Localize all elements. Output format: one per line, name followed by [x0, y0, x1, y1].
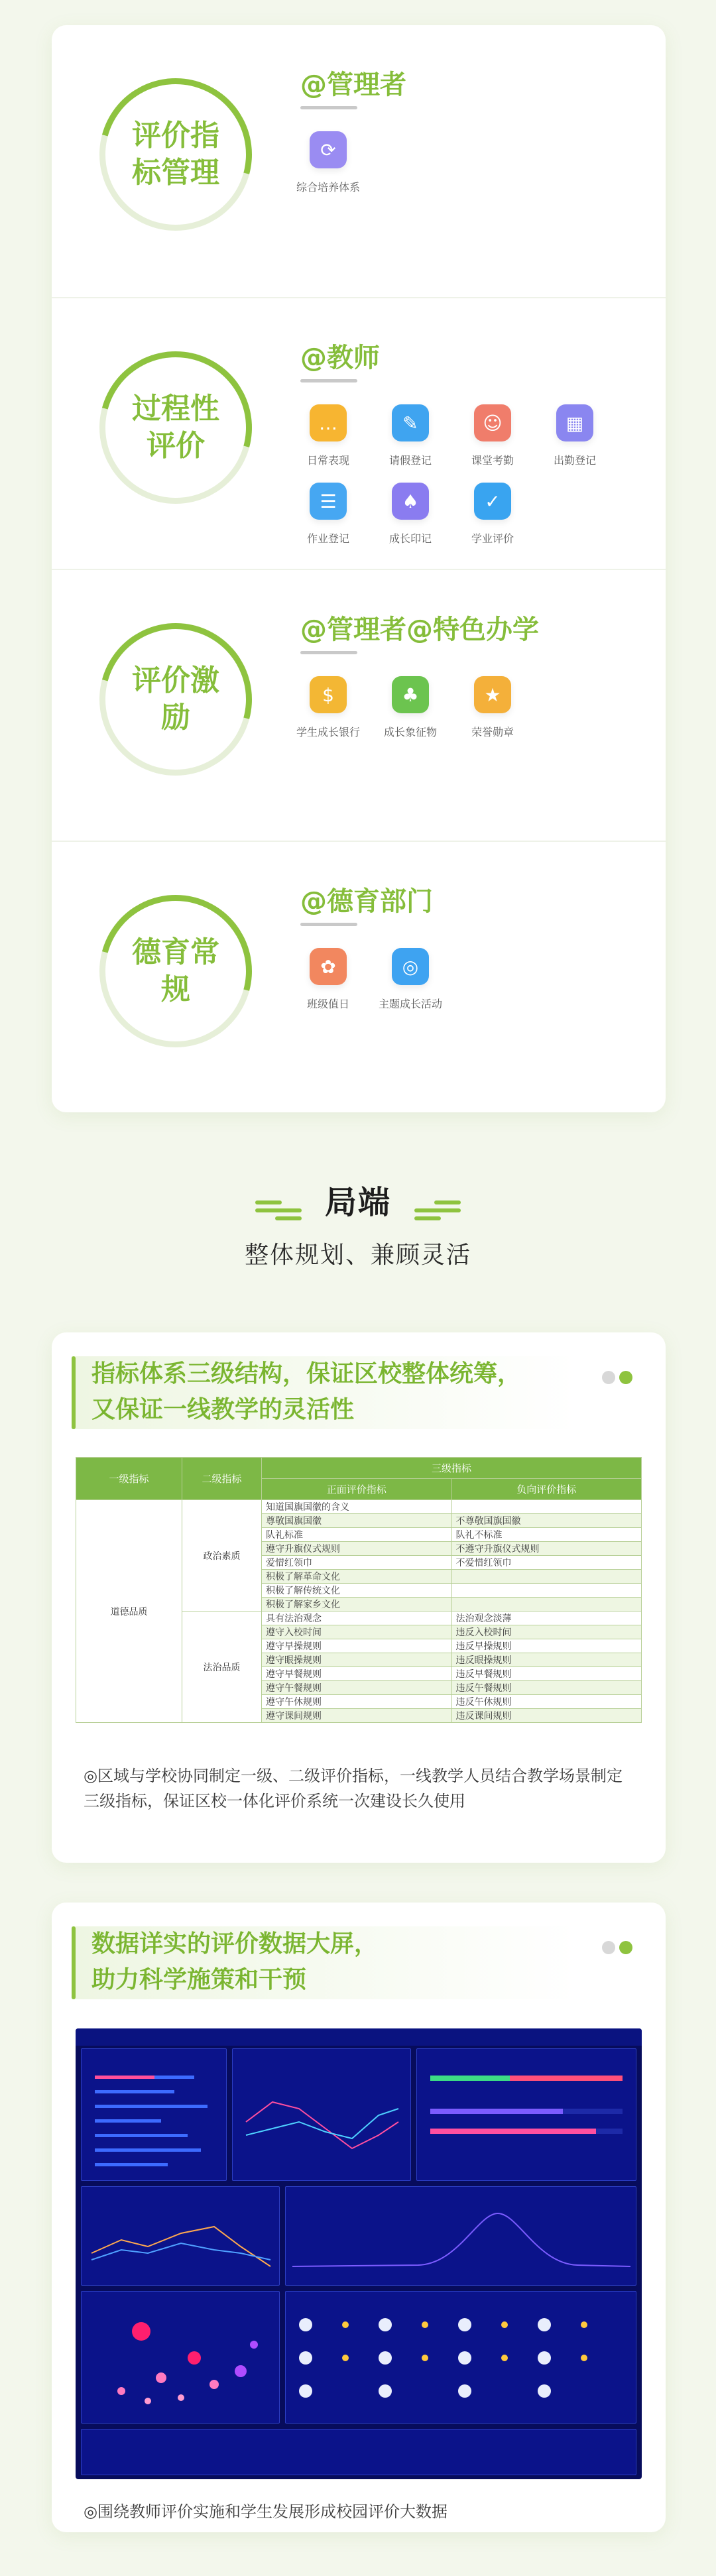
feature-item-label: 主题成长活动 [378, 998, 442, 1010]
feature-title-line: 指标体系三级结构，保证区校整体统筹， [91, 1360, 522, 1387]
feature-item[interactable] [534, 404, 616, 483]
feature-item-label: 学生成长银行 [296, 726, 360, 738]
feature-item-label: 学业评价 [471, 532, 514, 545]
divider [300, 923, 357, 926]
feature-item-label: 作业登记 [306, 532, 349, 545]
homework-icon[interactable]: ☰ [310, 483, 347, 520]
growth-print-icon[interactable]: ♠ [392, 483, 429, 520]
divider [300, 651, 357, 654]
divider [300, 106, 357, 109]
negative-cell: 不遵守升旗仪式规则 [451, 1542, 642, 1556]
positive-cell: 遵守早操规则 [262, 1639, 452, 1653]
role-title: @管理者@特色办学 [300, 615, 539, 645]
positive-cell: 爱惜红领巾 [262, 1556, 452, 1570]
line-chart-graphic [233, 2049, 412, 2182]
role-row-incentive [52, 569, 666, 841]
role-row-moral [52, 841, 666, 1112]
dot-active[interactable] [619, 1371, 632, 1384]
positive-cell: 积极了解传统文化 [262, 1584, 452, 1598]
negative-cell: 不爱惜红领巾 [451, 1556, 642, 1570]
index-table [76, 1457, 642, 1723]
progress-bars-graphic [417, 2049, 637, 2182]
medal-icon[interactable]: ★ [474, 676, 511, 713]
negative-cell: 违反午休规则 [451, 1695, 642, 1709]
header-level1: 一级指标 [76, 1458, 182, 1500]
dot-active[interactable] [619, 1941, 632, 1954]
sprout-icon[interactable]: ♣ [392, 676, 429, 713]
positive-cell: 遵守升旗仪式规则 [262, 1542, 452, 1556]
positive-cell: 队礼标准 [262, 1528, 452, 1542]
bubble-chart-graphic [82, 2292, 280, 2424]
bank-icon[interactable]: $ [310, 676, 347, 713]
panel-trend [232, 2048, 411, 2181]
feature-item[interactable] [287, 131, 369, 209]
role-title: @教师 [300, 343, 380, 373]
role-circle-label: 评价指标管理 [132, 119, 219, 190]
line-chart-graphic [82, 2187, 280, 2286]
feature-title-line: 又保证一线教学的灵活性 [91, 1396, 355, 1423]
chat-icon[interactable]: … [310, 404, 347, 441]
dot-inactive[interactable] [602, 1371, 615, 1384]
section-subtitle: 整体规划、兼顾灵活 [244, 1241, 471, 1269]
negative-cell: 违反早操规则 [451, 1639, 642, 1653]
negative-cell [451, 1584, 642, 1598]
negative-cell: 违反眼操规则 [451, 1653, 642, 1667]
feature-item[interactable] [451, 404, 534, 483]
feature-title [91, 1356, 521, 1428]
panel-peak [285, 2186, 636, 2286]
feature-item-label: 课堂考勤 [471, 454, 514, 467]
feature-item-label: 出勤登记 [553, 454, 596, 467]
header-level2: 二级指标 [182, 1458, 262, 1500]
role-title: @德育部门 [300, 886, 433, 917]
feature-item[interactable] [287, 948, 369, 1026]
title-accent-bar [72, 1926, 76, 1999]
panel-line [81, 2186, 280, 2286]
positive-cell: 尊敬国旗国徽 [262, 1514, 452, 1528]
panel-avatars [285, 2291, 636, 2424]
decor-lines-left [255, 1197, 302, 1224]
feature-item[interactable] [451, 676, 534, 754]
calendar-icon[interactable]: ▦ [556, 404, 593, 441]
area-chart-graphic [286, 2187, 637, 2286]
feature-title-line: 助力科学施策和干预 [91, 1966, 307, 1993]
feature-title [91, 1926, 378, 1998]
section-title: 局端 [324, 1184, 391, 1221]
study-eval-icon[interactable]: ✓ [474, 483, 511, 520]
positive-cell: 积极了解革命文化 [262, 1570, 452, 1584]
role-title: @管理者 [300, 70, 406, 100]
feature-caption: ◎围绕教师评价实施和学生发展形成校园评价大数据 [84, 2502, 448, 2521]
negative-cell: 违反早餐规则 [451, 1667, 642, 1681]
carousel-dots[interactable] [598, 1941, 632, 1957]
level2-cell: 政治素质 [182, 1500, 262, 1611]
bar-list-graphic [82, 2049, 227, 2182]
icon-grid [287, 404, 658, 561]
positive-cell: 遵守眼操规则 [262, 1653, 452, 1667]
negative-cell: 违反入校时间 [451, 1625, 642, 1639]
feature-card-index [52, 1332, 666, 1863]
feature-item[interactable] [451, 483, 534, 561]
feature-item[interactable] [369, 948, 451, 1026]
header-level3: 三级指标 [262, 1458, 642, 1479]
level1-cell: 道德品质 [76, 1500, 182, 1723]
icon-grid [287, 131, 658, 209]
negative-cell: 法治观念淡薄 [451, 1611, 642, 1625]
positive-cell: 遵守午餐规则 [262, 1681, 452, 1695]
header-negative: 负向评价指标 [451, 1479, 642, 1500]
carousel-dots[interactable] [598, 1371, 632, 1387]
negative-cell [451, 1570, 642, 1584]
section-header [0, 1177, 716, 1270]
role-circle-label: 评价激励 [132, 664, 219, 734]
avatar-grid-graphic [286, 2292, 637, 2424]
panel-bubbles [81, 2291, 280, 2424]
feature-title-line: 数据详实的评价数据大屏， [91, 1930, 379, 1958]
feature-item[interactable] [369, 676, 451, 754]
title-accent-bar [72, 1356, 76, 1429]
negative-cell: 违反午餐规则 [451, 1681, 642, 1695]
negative-cell: 违反课间规则 [451, 1709, 642, 1723]
positive-cell: 知道国旗国徽的含义 [262, 1500, 452, 1514]
decor-lines-right [414, 1197, 461, 1224]
negative-cell: 不尊敬国旗国徽 [451, 1514, 642, 1528]
panel-bottom [81, 2429, 636, 2475]
feature-item-label: 成长印记 [388, 532, 432, 545]
header-positive: 正面评价指标 [262, 1479, 452, 1500]
positive-cell: 遵守早餐规则 [262, 1667, 452, 1681]
feature-item-label: 请假登记 [388, 454, 432, 467]
negative-cell: 队礼不标准 [451, 1528, 642, 1542]
attendance-icon[interactable]: ☺ [474, 404, 511, 441]
feature-item-label: 荣誉勋章 [471, 726, 514, 738]
table-row [76, 1500, 642, 1514]
target-icon[interactable]: ◎ [392, 948, 429, 985]
feature-item[interactable] [369, 404, 451, 483]
role-row-manager [52, 25, 666, 297]
positive-cell: 遵守课间规则 [262, 1709, 452, 1723]
cycle-icon[interactable]: ⟳ [310, 131, 347, 168]
positive-cell: 积极了解家乡文化 [262, 1598, 452, 1611]
dashboard-header-bar [76, 2028, 642, 2046]
role-card [52, 25, 666, 1112]
feature-item-label: 成长象征物 [383, 726, 437, 738]
feature-item-label: 综合培养体系 [296, 181, 360, 194]
level2-cell: 法治品质 [182, 1611, 262, 1723]
negative-cell [451, 1598, 642, 1611]
role-row-teacher [52, 297, 666, 569]
panel-progress [416, 2048, 636, 2181]
role-circle-label: 过程性评价 [132, 392, 219, 463]
positive-cell: 具有法治观念 [262, 1611, 452, 1625]
feature-caption: ◎区域与学校协同制定一级、二级评价指标，一线教学人员结合教学场景制定三级指标，保证区校一体化评价系统一次建设长久使用 [84, 1767, 623, 1810]
icon-grid [287, 948, 658, 1026]
feature-item-label: 班级值日 [306, 998, 349, 1010]
feature-item[interactable] [369, 483, 451, 561]
role-circle-label: 德育常规 [132, 935, 219, 1006]
positive-cell: 遵守入校时间 [262, 1625, 452, 1639]
feature-item[interactable] [287, 483, 369, 561]
panel-ranking [81, 2048, 227, 2181]
icon-grid [287, 676, 658, 754]
feature-item[interactable] [287, 404, 369, 483]
negative-cell [451, 1500, 642, 1514]
positive-cell: 遵守午休规则 [262, 1695, 452, 1709]
dot-inactive[interactable] [602, 1941, 615, 1954]
leave-icon[interactable]: ✎ [392, 404, 429, 441]
feature-item[interactable] [287, 676, 369, 754]
feature-item-label: 日常表现 [306, 454, 349, 467]
dashboard-screenshot [76, 2028, 642, 2479]
divider [300, 379, 357, 382]
feature-card-dashboard [52, 1903, 666, 2532]
duty-icon[interactable]: ✿ [310, 948, 347, 985]
